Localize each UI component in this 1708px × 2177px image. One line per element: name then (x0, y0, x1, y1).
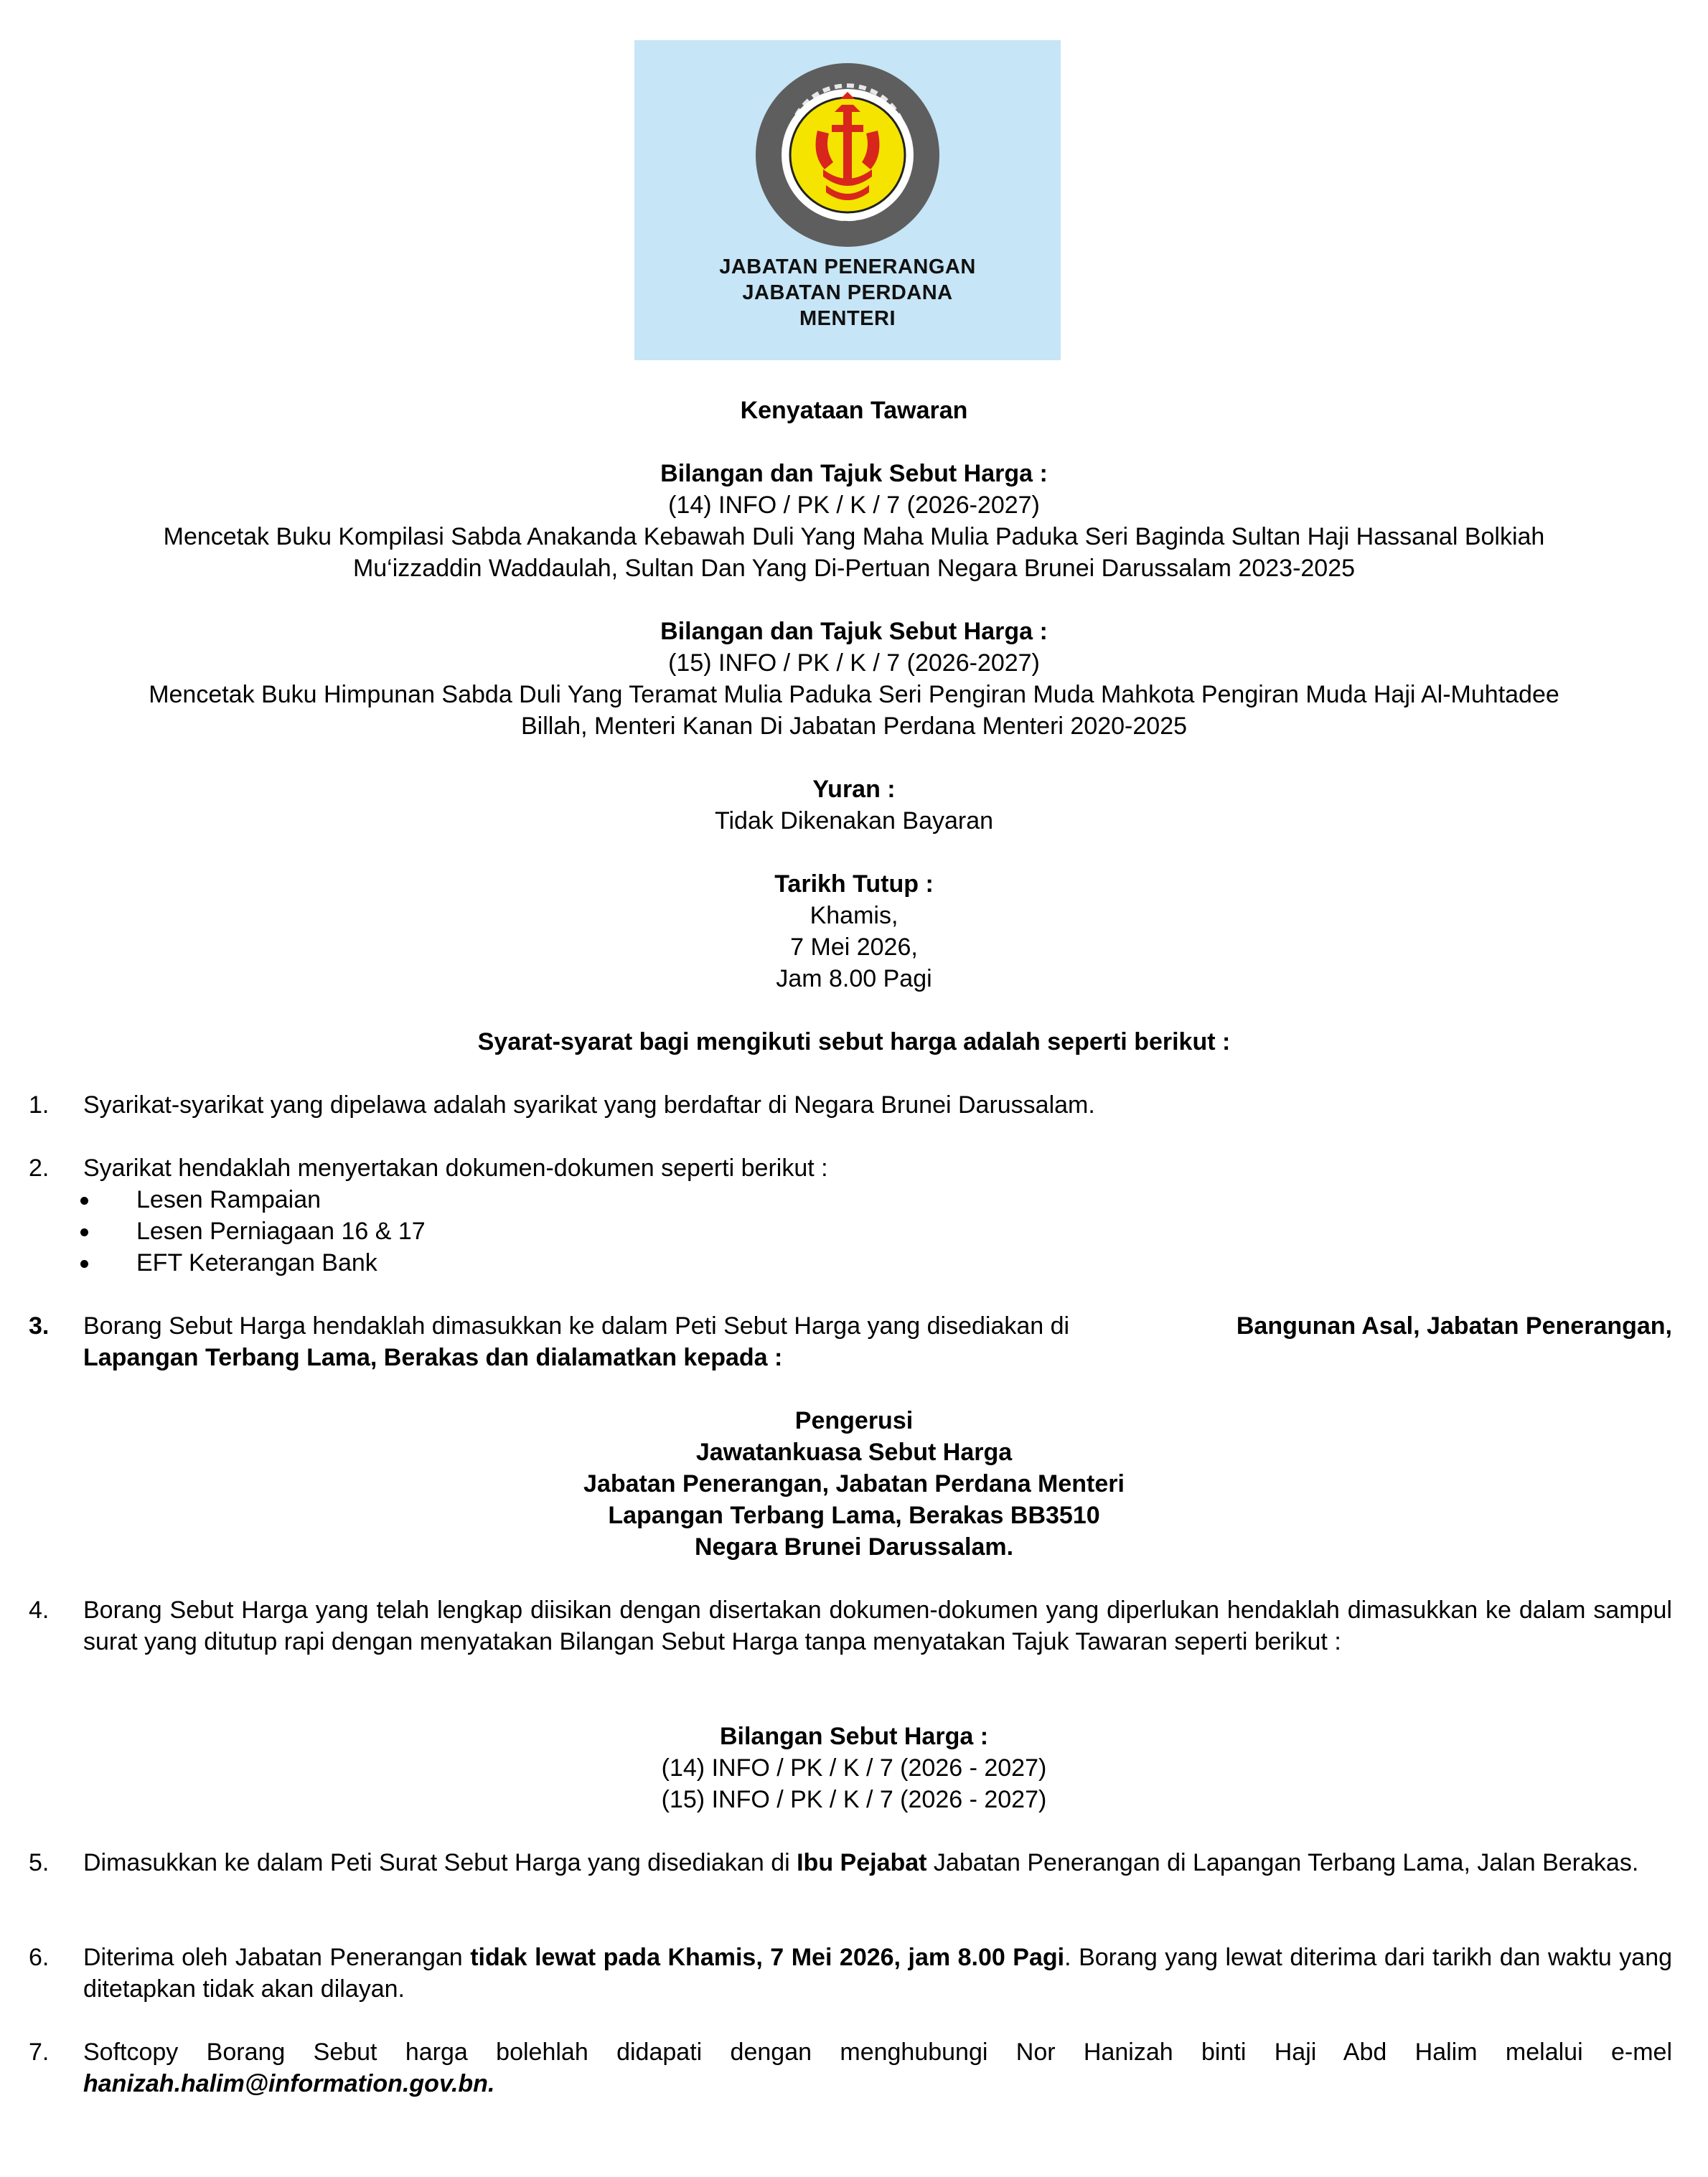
item-text-bold: tidak lewat pada Khamis, 7 Mei 2026, jam 8.00 Pagi (470, 1944, 1065, 1971)
closing-heading: Tarikh Tutup : (774, 870, 934, 898)
bullet-icon (80, 1197, 88, 1205)
item-text (83, 2036, 1672, 2100)
tender1-desc-line2: Mu‘izzaddin Waddaulah, Sultan Dan Yang Di-Pertuan Negara Brunei Darussalam 2023-2025 (352, 555, 1356, 582)
contact-email-link[interactable]: hanizah.halim@information.gov.bn. (83, 2070, 495, 2097)
tender1-number: (14) INFO / PK / K / 7 (2026-2027) (668, 492, 1040, 519)
item-text-plain: Borang Sebut Harga hendaklah dimasukkan ke dalam Peti Sebut Harga yang disediakan di (83, 1312, 1076, 1340)
bullet-icon (80, 1228, 88, 1236)
quote-number-14: (14) INFO / PK / K / 7 (2026 - 2027) (661, 1754, 1047, 1782)
item-text-b: Jabatan Penerangan di Lapangan Terbang Lama, Jalan Berakas. (926, 1849, 1639, 1876)
item-text (83, 1847, 1672, 1879)
address-line5: Negara Brunei Darussalam. (694, 1533, 1014, 1561)
item-text (83, 1310, 1672, 1373)
address-line4: Lapangan Terbang Lama, Berakas BB3510 (608, 1502, 1100, 1529)
bullet-label: EFT Keterangan Bank (136, 1249, 377, 1276)
tender2-desc-line2: Billah, Menteri Kanan Di Jabatan Perdana Menteri 2020-2025 (520, 713, 1188, 740)
page-title: Kenyataan Tawaran (740, 397, 968, 424)
item-text-line1: Softcopy Borang Sebut harga bolehlah didapati dengan menghubungi Nor Hanizah binti Haji Abd Halim melalui e-mel (83, 2039, 1672, 2066)
item-number: 4. (29, 1597, 50, 1624)
closing-time: Jam 8.00 Pagi (776, 965, 932, 992)
item-number: 6. (29, 1944, 50, 1971)
address-line3: Jabatan Penerangan, Jabatan Perdana Menteri (583, 1470, 1125, 1497)
item-text-bold-line2: Lapangan Terbang Lama, Berakas dan dialamatkan kepada : (83, 1344, 783, 1371)
item-number: 2. (29, 1155, 50, 1182)
brunei-crest-icon (754, 62, 941, 248)
closing-date: 7 Mei 2026, (790, 934, 918, 961)
bullet-label: Lesen Rampaian (136, 1186, 322, 1213)
item-text (83, 1942, 1679, 2005)
tender2-heading: Bilangan dan Tajuk Sebut Harga : (660, 618, 1048, 645)
logo-text-line2: JABATAN PERDANA (742, 281, 953, 304)
conditions-heading: Syarat-syarat bagi mengikuti sebut harga adalah seperti berikut : (477, 1028, 1231, 1055)
tender1-desc-line1: Mencetak Buku Kompilasi Sabda Anakanda Kebawah Duli Yang Maha Mulia Paduka Seri Baginda Sultan Haji Hassanal Bolkiah (163, 523, 1545, 550)
item-text: Syarikat hendaklah menyertakan dokumen-dokumen seperti berikut : (83, 1155, 828, 1182)
department-logo (634, 40, 1061, 360)
item-text: Borang Sebut Harga yang telah lengkap diisikan dengan disertakan dokumen-dokumen yang diperlukan hendaklah dimasukkan ke dalam sampul surat yang ditutup rapi dengan menyatakan Bilangan Sebut Harga tanpa menyatakan Tajuk Tawaran seperti berikut : (83, 1597, 1672, 1655)
item-text: Syarikat-syarikat yang dipelawa adalah syarikat yang berdaftar di Negara Brunei Darussalam. (83, 1091, 1095, 1119)
tender2-number: (15) INFO / PK / K / 7 (2026-2027) (668, 649, 1040, 677)
item-number: 1. (29, 1091, 50, 1119)
address-line1: Pengerusi (794, 1407, 914, 1434)
item-text-bold: Bangunan Asal, Jabatan Penerangan, (1236, 1312, 1672, 1340)
item-text-a: Dimasukkan ke dalam Peti Surat Sebut Harga yang disediakan di (83, 1849, 797, 1876)
logo-text-line3: MENTERI (799, 307, 896, 330)
item-number: 5. (29, 1849, 50, 1876)
item-number: 7. (29, 2039, 50, 2066)
item-text-a: Diterima oleh Jabatan Penerangan (83, 1944, 471, 1971)
address-line2: Jawatankuasa Sebut Harga (695, 1439, 1013, 1466)
item-text-b: . Borang yang lewat diterima dari tarikh dan waktu yang ditetapkan tidak akan dilayan. (83, 1944, 1679, 2003)
quote-number-15: (15) INFO / PK / K / 7 (2026 - 2027) (661, 1786, 1047, 1813)
closing-day: Khamis, (810, 902, 898, 929)
bullet-icon (80, 1260, 88, 1268)
item-number: 3. (29, 1312, 50, 1340)
tender1-heading: Bilangan dan Tajuk Sebut Harga : (660, 460, 1048, 487)
fee-heading: Yuran : (812, 776, 896, 803)
tender2-desc-line1: Mencetak Buku Himpunan Sabda Duli Yang Teramat Mulia Paduka Seri Pengiran Muda Mahkota Pengiran Muda Haji Al-Muhtadee (149, 681, 1559, 708)
quote-numbers-heading: Bilangan Sebut Harga : (719, 1723, 989, 1750)
bullet-label: Lesen Perniagaan 16 & 17 (136, 1218, 426, 1245)
logo-text-line1: JABATAN PENERANGAN (719, 255, 976, 278)
item-text-bold: Ibu Pejabat (797, 1849, 927, 1876)
fee-value: Tidak Dikenakan Bayaran (714, 807, 994, 834)
